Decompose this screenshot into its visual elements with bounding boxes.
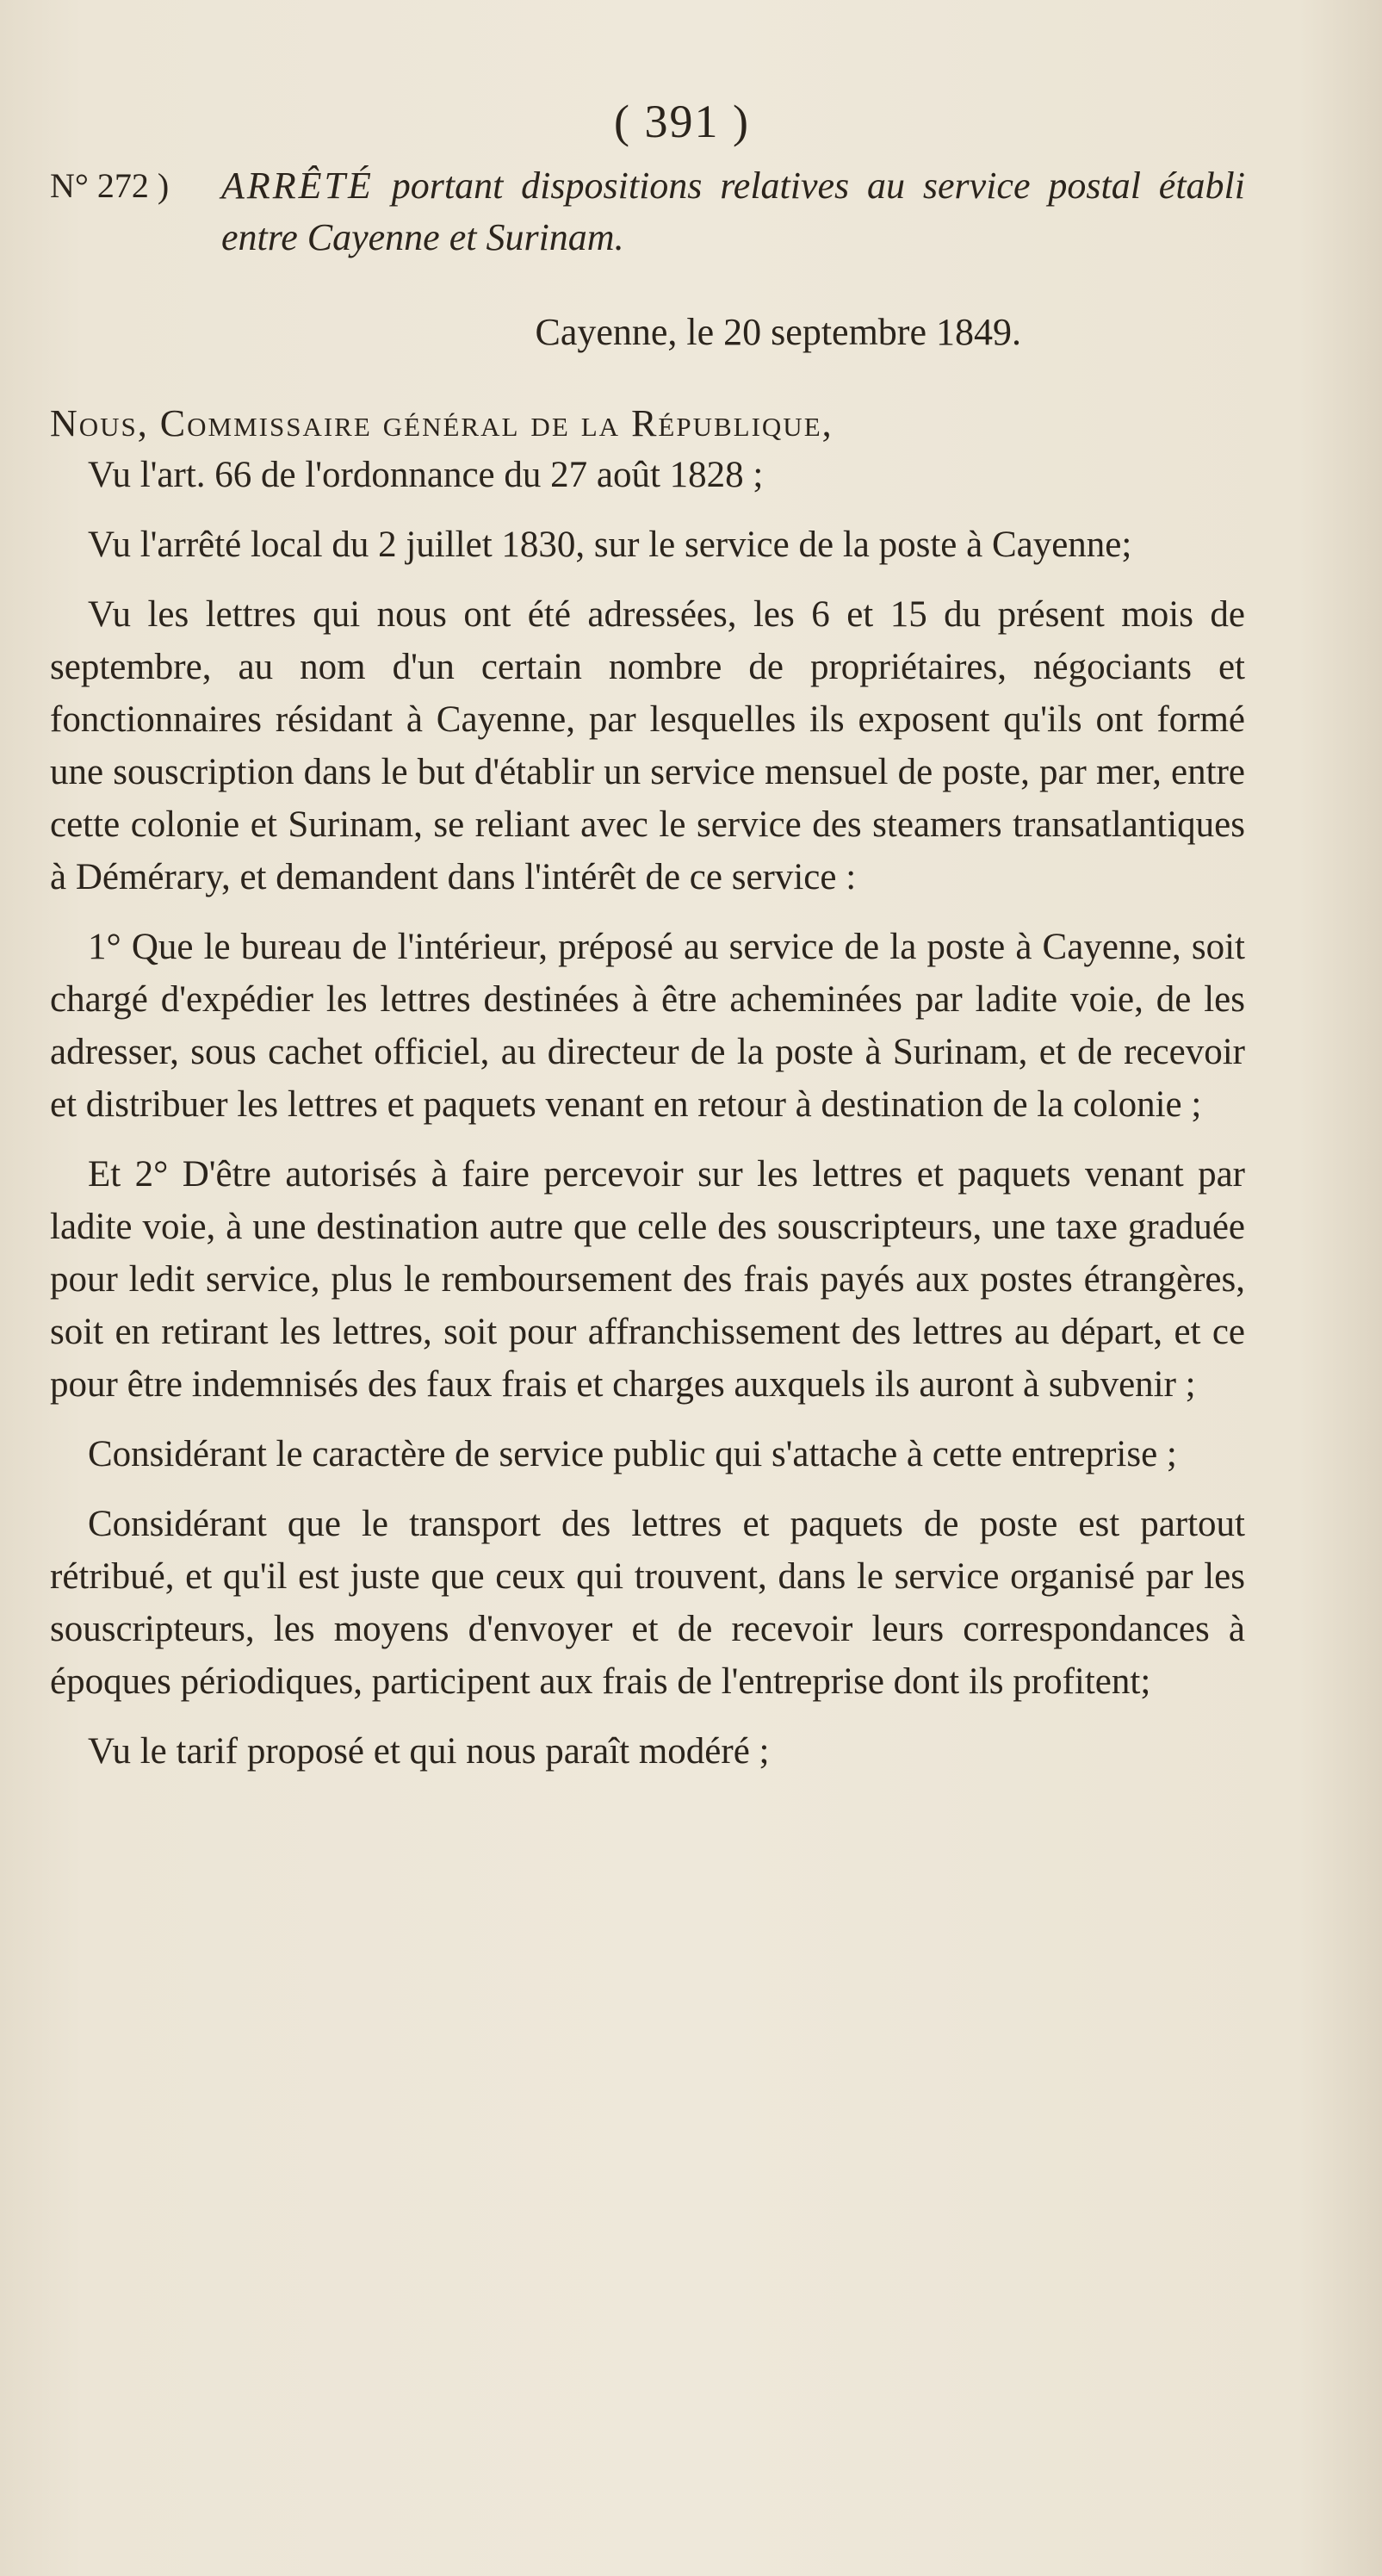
dateline: Cayenne, le 20 septembre 1849. — [535, 311, 1021, 353]
decree-title — [209, 160, 1245, 264]
paragraph-considerant-1: Considérant le caractère de service public qui s'attache à cette entreprise ; — [88, 1434, 1177, 1474]
paragraph-vu-lettres: Vu les lettres qui nous ont été adressées, les 6 et 15 du présent mois de septembre, au nom d'un certain nombre de propriétaires, négociants et fonctionnaires résidant à Cayenne, par lesquelles ils exposent qu'ils ont formé une souscription dans le but d'établir un service mensuel de poste, par mer, entre cette colonie et Surinam, se reliant avec le service des steamers transatlantiques à Démérary, et demandent dans l'intérêt de ce service : — [50, 594, 1245, 897]
paragraph-vu-tarif: Vu le tarif proposé et qui nous paraît modéré ; — [88, 1731, 770, 1772]
decree-number: N° 272 ) — [50, 166, 170, 205]
paragraph-considerant-2: Considérant que le transport des lettres et paquets de poste est partout rétribué, et qu'il est juste que ceux qui trouvent, dans le service organisé par les souscripteurs, les moyens d'envoyer et de recevoir leurs correspondances à époques périodiques, participent aux frais de l'entreprise dont ils profitent; — [50, 1504, 1245, 1702]
decree-title-rest: portant dispositions relatives au service postal établi entre Cayenne et Surinam. — [221, 164, 1245, 258]
paragraph-request-1: 1° Que le bureau de l'intérieur, préposé au service de la poste à Cayenne, soit chargé d'expédier les lettres destinées à être acheminées par ladite voie, de les adresser, sous cachet officiel, au directeur de la poste à Surinam, et de recevoir et distribuer les lettres et paquets venant en retour à destination de la colonie ; — [50, 927, 1245, 1125]
paragraph-vu-ordonnance: Vu l'art. 66 de l'ordonnance du 27 août 1828 ; — [88, 455, 764, 495]
issuing-authority: Nous, Commissaire général de la République, — [50, 402, 834, 444]
decree-heading — [50, 160, 1245, 264]
paragraph-request-2: Et 2° D'être autorisés à faire percevoir sur les lettres et paquets venant par ladite voie, à une destination autre que celle des souscripteurs, une taxe graduée pour ledit service, plus le remboursement des frais payés aux postes étrangères, soit en retirant les lettres, soit pour affranchissement des lettres au départ, et ce pour être indemnisés des faux frais et charges auxquels ils auront à subvenir ; — [50, 1154, 1245, 1405]
page-text — [50, 95, 1245, 1778]
decree-title-caps: ARRÊTÉ — [221, 164, 374, 207]
paragraph-vu-arrete: Vu l'arrêté local du 2 juillet 1830, sur le service de la poste à Cayenne; — [88, 525, 1132, 565]
page-number: ( 391 ) — [614, 96, 750, 147]
